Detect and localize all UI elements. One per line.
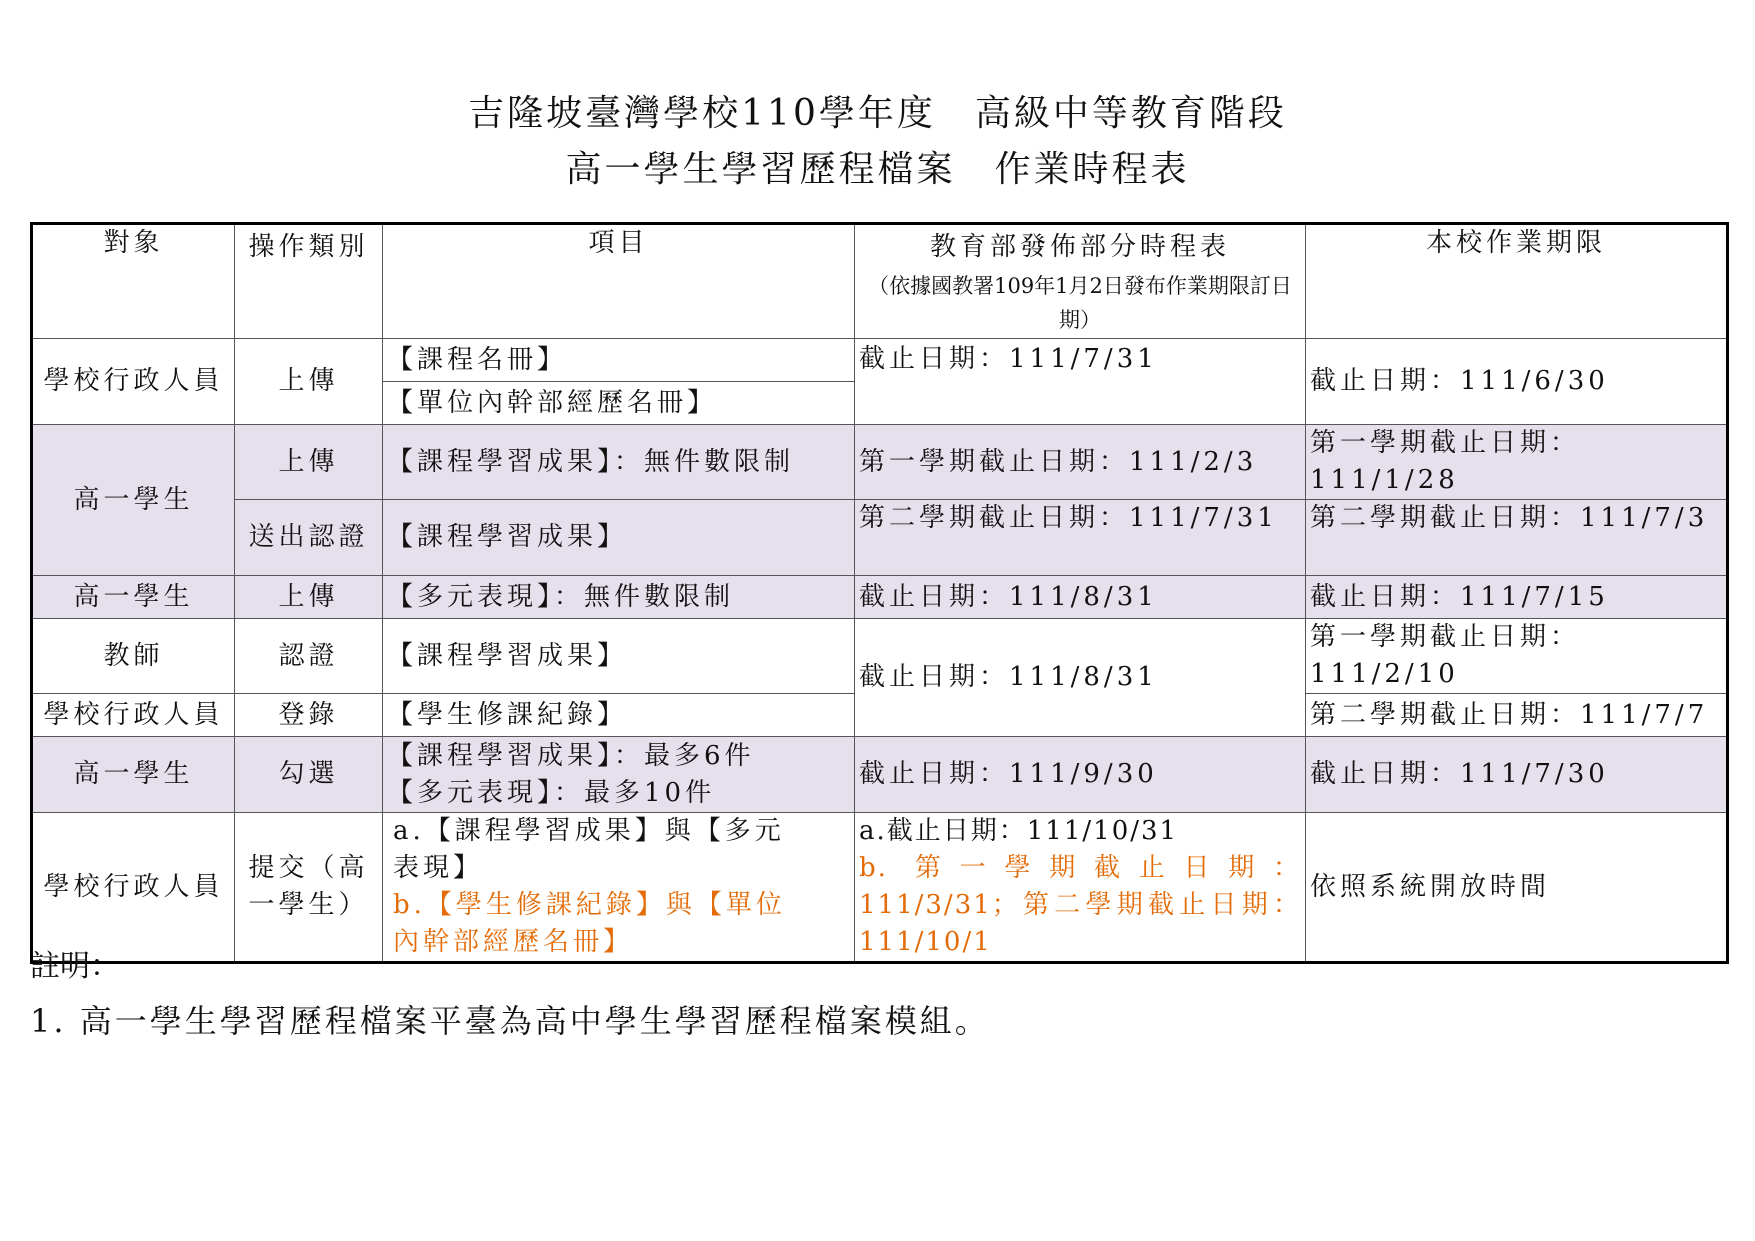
header-moe-main: 教育部發佈部分時程表 (929, 232, 1230, 262)
cell-school-deadline: 截止日期：111/7/30 (1306, 737, 1728, 813)
cell-op: 上傳 (235, 425, 383, 500)
cell-moe-deadline: 第一學期截止日期：111/2/3 (855, 425, 1306, 500)
cell-item: 【學生修課紀錄】 (383, 694, 855, 737)
cell-school-deadline: 截止日期：111/7/15 (1306, 576, 1728, 619)
cell-school-deadline: 第二學期截止日期：111/7/3 (1306, 500, 1728, 576)
cell-school-deadline: 第一學期截止日期：111/1/28 (1306, 425, 1728, 500)
cell-school-deadline: 第二學期截止日期：111/7/7 (1306, 694, 1728, 737)
cell-op: 送出認證 (235, 500, 383, 576)
cell-moe-deadline: 截止日期：111/9/30 (855, 737, 1306, 813)
cell-op: 上傳 (235, 339, 383, 425)
item-line: 【多元表現】：最多10件 (387, 777, 716, 808)
cell-target: 教師 (32, 619, 235, 694)
item-line-highlight: b.【學生修課紀錄】與【單位內幹部經歷名冊】 (393, 890, 786, 957)
cell-item: 【課程學習成果】 (383, 500, 855, 576)
cell-item: 【單位內幹部經歷名冊】 (383, 382, 855, 425)
table-row (32, 576, 1728, 619)
cell-op: 認證 (235, 619, 383, 694)
cell-item: 【課程名冊】 (383, 339, 855, 382)
cell-op: 登錄 (235, 694, 383, 737)
cell-school-deadline: 依照系統開放時間 (1306, 813, 1728, 963)
table-row (32, 737, 1728, 813)
cell-moe-deadline: 截止日期：111/8/31 (855, 619, 1306, 737)
cell-moe-deadline: 截止日期：111/7/31 (855, 339, 1306, 425)
cell-item: 【課程學習成果】：無件數限制 (383, 425, 855, 500)
cell-moe-deadline: 截止日期：111/8/31 (855, 576, 1306, 619)
deadline-line-highlight: b. 第一學期截止日期：111/3/31；第二學期截止日期：111/10/1 (859, 853, 1301, 957)
title-line-2: 高一學生學習歷程檔案 作業時程表 (565, 149, 1190, 190)
cell-target: 高一學生 (32, 425, 235, 576)
cell-target: 高一學生 (32, 576, 235, 619)
header-moe (855, 224, 1306, 339)
cell-moe-deadline: 第二學期截止日期：111/7/31 (855, 500, 1306, 576)
cell-op: 上傳 (235, 576, 383, 619)
note-item: 1. 高一學生學習歷程檔案平臺為高中學生學習歷程檔案模組。 (30, 1002, 990, 1040)
document-title (0, 86, 1755, 198)
cell-target: 學校行政人員 (32, 339, 235, 425)
cell-school-deadline: 第一學期截止日期：111/2/10 (1306, 619, 1728, 694)
deadline-line: a.截止日期：111/10/31 (859, 816, 1179, 846)
cell-target: 學校行政人員 (32, 813, 235, 963)
notes-section (30, 940, 990, 1048)
table-row (32, 425, 1728, 500)
header-school: 本校作業期限 (1306, 224, 1728, 339)
header-op-type: 操作類別 (235, 224, 383, 339)
cell-op: 勾選 (235, 737, 383, 813)
header-target: 對象 (32, 224, 235, 339)
table-row (32, 500, 1728, 576)
notes-label: 註明： (30, 949, 120, 984)
table-row (32, 339, 1728, 382)
cell-school-deadline: 截止日期：111/6/30 (1306, 339, 1728, 425)
cell-item: 【課程學習成果】 (383, 619, 855, 694)
item-line: a.【課程學習成果】與【多元表現】 (393, 816, 785, 883)
schedule-table (30, 222, 1729, 964)
cell-item: 【多元表現】：無件數限制 (383, 576, 855, 619)
cell-op: 提交（高一學生） (235, 813, 383, 963)
cell-item (383, 737, 855, 813)
cell-target: 學校行政人員 (32, 694, 235, 737)
title-line-1: 吉隆坡臺灣學校110學年度 高級中等教育階段 (468, 93, 1287, 134)
table-row (32, 619, 1728, 694)
header-item: 項目 (383, 224, 855, 339)
header-moe-sub: （依據國教署109年1月2日發布作業期限訂日期） (868, 274, 1292, 332)
cell-target: 高一學生 (32, 737, 235, 813)
item-line: 【課程學習成果】：最多6件 (387, 740, 755, 771)
header-row (32, 224, 1728, 339)
